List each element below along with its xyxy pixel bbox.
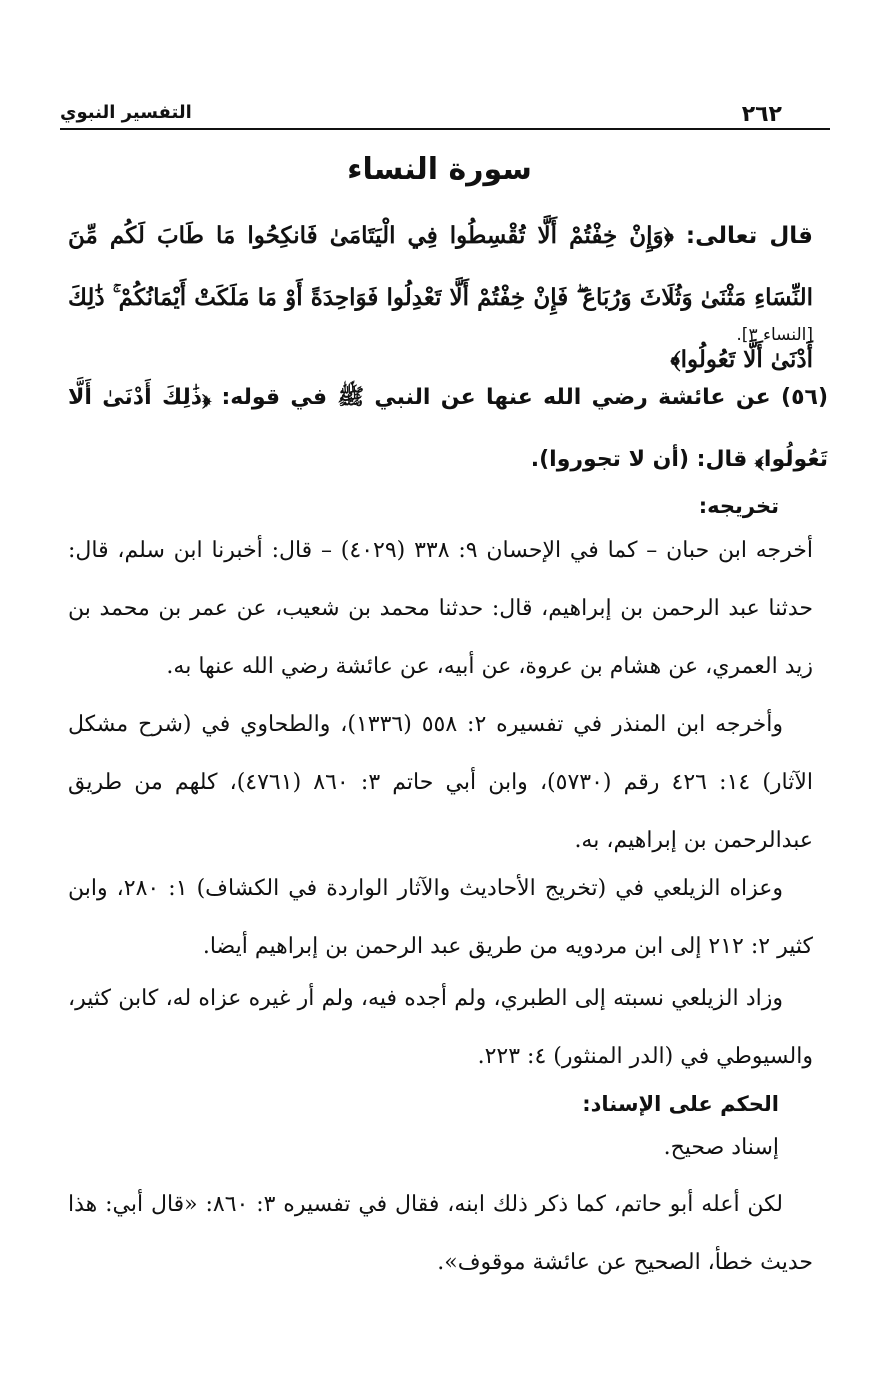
page-number: ٢٦٢ bbox=[741, 102, 782, 127]
takhrij-paragraph-2: وأخرجه ابن المنذر في تفسيره ٢: ٥٥٨ (١٣٣٦)، والطحاوي في (شرح مشكل الآثار) ١٤: ٤٢٦ رقم (٥٧٣٠)، وابن أبي حاتم ٣: ٨٦٠ (٤٧٦١)، كلهم من طريق عبدالرحمن بن إبراهيم، به. bbox=[68, 712, 814, 853]
ruling-note: لكن أعله أبو حاتم، كما ذكر ذلك ابنه، فقال في تفسيره ٣: ٨٦٠: «قال أبي: هذا حديث خطأ، الصحيح عن عائشة موقوف». bbox=[68, 1192, 813, 1275]
verse-intro: قال تعالى: bbox=[673, 223, 813, 249]
running-title: التفسير النبوي bbox=[60, 102, 192, 123]
quran-verse: ﴿وَإِنْ خِفْتُمْ أَلَّا تُقْسِطُوا فِي الْيَتَامَىٰ فَانكِحُوا مَا طَابَ لَكُم مِّنَ النِّسَاءِ مَثْنَىٰ وَثُلَاثَ وَرُبَاعَ ۖ فَإِنْ خِفْتُمْ أَلَّا تَعْدِلُوا فَوَاحِدَةً أَوْ مَا مَلَكَتْ أَيْمَانُكُمْ ۚ ذَٰلِكَ أَدْنَىٰ أَلَّا تَعُولُوا﴾ bbox=[68, 222, 813, 373]
ruling-heading: الحكم على الإسناد: bbox=[582, 1092, 779, 1116]
takhrij-paragraph-3: وعزاه الزيلعي في (تخريج الأحاديث والآثار الواردة في الكشاف) ١: ٢٨٠، وابن كثير ٢: ٢١٢ إلى ابن مردويه من طريق عبد الرحمن بن إبراهيم أيضا. bbox=[68, 876, 813, 959]
takhrij-heading: تخريجه: bbox=[698, 494, 779, 518]
verse-reference: [النساء ٣]. bbox=[736, 325, 813, 345]
hadith-text: (٥٦) عن عائشة رضي الله عنها عن النبي ﷺ في قوله: ﴿ذَٰلِكَ أَدْنَىٰ أَلَّا تَعُولُوا﴾ قال: (أن لا تجوروا). bbox=[68, 385, 828, 472]
quran-verse-block bbox=[68, 205, 813, 391]
surah-title: سورة النساء bbox=[347, 152, 532, 187]
isnad-grade: إسناد صحيح. bbox=[663, 1135, 779, 1160]
takhrij-paragraph-1: أخرجه ابن حبان – كما في الإحسان ٩: ٣٣٨ (٤٠٢٩) – قال: أخبرنا ابن سلم، قال: حدثنا عبد الرحمن بن إبراهيم، قال: حدثنا محمد بن شعيب، عن عمر بن محمد بن زيد العمري، عن هشام بن عروة، عن أبيه، عن عائشة رضي الله عنها به. bbox=[68, 538, 814, 679]
takhrij-paragraph-4: وزاد الزيلعي نسبته إلى الطبري، ولم أجده فيه، ولم أر غيره عزاه له، كابن كثير، والسيوطي في (الدر المنثور) ٤: ٢٢٣. bbox=[68, 986, 813, 1069]
page-header bbox=[60, 98, 830, 130]
